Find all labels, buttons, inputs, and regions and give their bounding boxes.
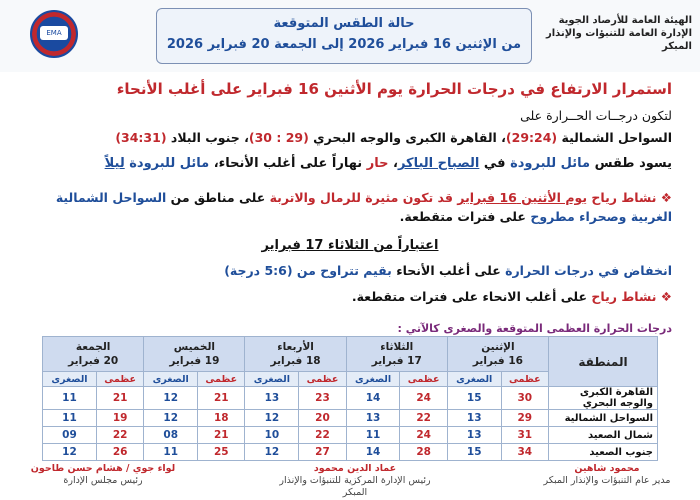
weather-morning: الصباح الباكر xyxy=(397,156,480,171)
coast-label: السواحل الشمالية xyxy=(561,130,672,145)
min-cell: 11 xyxy=(144,444,198,461)
cairo-label: ، القاهرة الكبرى والوجه البحري xyxy=(313,130,506,145)
day-date: 19 فبراير xyxy=(169,355,220,367)
cairo-value: (29 : 30) xyxy=(248,130,309,145)
date-range: من الإثنين 16 فبراير 2026 إلى الجمعة 20 فبراير 2026 xyxy=(166,37,522,52)
diamond-bullet-icon: ❖ xyxy=(660,190,672,205)
max-cell: 25 xyxy=(198,444,245,461)
max-cell: 23 xyxy=(299,387,346,410)
wind1-b: يوم الأثنين 16 فبراير xyxy=(457,190,588,205)
weather-text-3: نهاراً على أغلب الأنحاء، xyxy=(213,156,363,171)
decrease-c: بقيم تتراوح من (5:6 درجة) xyxy=(224,263,392,278)
min-header: الصغرى xyxy=(245,372,299,387)
temperature-table xyxy=(42,336,658,461)
weather-cool-2: مائل للبرودة xyxy=(129,156,210,171)
org-line-2: الإدارة العامة للتنبؤات والإنذار المبكر xyxy=(545,28,692,52)
table-row xyxy=(43,427,658,444)
day-name: الخميس xyxy=(173,341,216,353)
org-line-1: الهيئة العامة للأرصاد الجوية xyxy=(558,15,692,26)
day-header xyxy=(245,337,346,372)
signature-name: محمود شاهين xyxy=(574,463,640,474)
min-cell: 14 xyxy=(346,387,400,410)
max-header: عظمى xyxy=(501,372,548,387)
temps-line xyxy=(28,130,672,145)
min-cell: 12 xyxy=(144,387,198,410)
min-header: الصغرى xyxy=(447,372,501,387)
table-row xyxy=(43,444,658,461)
min-header: الصغرى xyxy=(346,372,400,387)
day-date: 16 فبراير xyxy=(472,355,523,367)
south-label: ، جنوب البلاد xyxy=(170,130,249,145)
day-header xyxy=(43,337,144,372)
decrease-line xyxy=(28,263,672,278)
signature-block xyxy=(532,463,682,487)
diamond-bullet-icon: ❖ xyxy=(660,289,672,304)
min-cell: 11 xyxy=(346,427,400,444)
region-header: المنطقة xyxy=(549,337,658,387)
weather-text-2: في xyxy=(483,156,506,171)
weather-text-1: يسود طقس xyxy=(594,156,672,171)
max-header: عظمى xyxy=(96,372,143,387)
day-date: 20 فبراير xyxy=(68,355,119,367)
day-name: الأربعاء xyxy=(277,341,314,353)
wind-notice-2 xyxy=(28,289,672,304)
weather-night: ليلاً xyxy=(104,156,125,171)
max-header: عظمى xyxy=(400,372,447,387)
table-title: درجات الحرارة العظمى المتوقعة والصغرى كالآتي : xyxy=(397,322,672,335)
max-cell: 24 xyxy=(400,427,447,444)
temps-intro: لتكون درجــات الحــرارة على xyxy=(520,108,672,123)
region-cell: القاهرة الكبرى والوجه البحري xyxy=(549,387,658,410)
min-cell: 11 xyxy=(43,387,97,410)
min-header: الصغرى xyxy=(43,372,97,387)
min-cell: 13 xyxy=(447,427,501,444)
table-row xyxy=(43,387,658,410)
signature-name: عماد الدين محمود xyxy=(313,463,397,474)
day-date: 18 فبراير xyxy=(270,355,321,367)
signature-name: لواء جوي / هشام حسن طاحون xyxy=(30,463,176,474)
day-header xyxy=(144,337,245,372)
max-cell: 27 xyxy=(299,444,346,461)
day-header xyxy=(447,337,548,372)
wind1-a: نشاط رياح xyxy=(591,190,657,205)
max-cell: 22 xyxy=(400,410,447,427)
day-date: 17 فبراير xyxy=(371,355,422,367)
min-cell: 12 xyxy=(144,410,198,427)
min-cell: 08 xyxy=(144,427,198,444)
signature-role: مدير عام التنبؤات والإنذار المبكر xyxy=(543,475,671,486)
min-cell: 12 xyxy=(245,444,299,461)
min-cell: 10 xyxy=(245,427,299,444)
min-cell: 15 xyxy=(447,444,501,461)
signature-role: رئيس مجلس الإدارة xyxy=(63,475,143,486)
max-header: عظمى xyxy=(299,372,346,387)
coast-value: (29:24) xyxy=(505,130,558,145)
max-cell: 21 xyxy=(198,387,245,410)
max-cell: 22 xyxy=(96,427,143,444)
wind1-c: قد تكون مثيرة للرمال والاتربة xyxy=(269,190,453,205)
max-cell: 21 xyxy=(198,427,245,444)
min-cell: 13 xyxy=(447,410,501,427)
south-value: (34:31) xyxy=(115,130,167,145)
min-cell: 13 xyxy=(346,410,400,427)
meteorology-logo-icon: EMA xyxy=(30,10,78,58)
from-tuesday: اعتباراً من الثلاثاء 17 فبراير xyxy=(261,238,439,253)
region-cell: السواحل الشمالية xyxy=(549,410,658,427)
weather-cool-1: مائل للبرودة xyxy=(510,156,591,171)
min-cell: 11 xyxy=(43,410,97,427)
min-cell: 09 xyxy=(43,427,97,444)
wind1-d: على مناطق من xyxy=(170,190,266,205)
min-cell: 13 xyxy=(245,387,299,410)
min-cell: 15 xyxy=(447,387,501,410)
wind-notice-1 xyxy=(28,188,672,226)
day-name: الثلاثاء xyxy=(380,341,414,353)
max-cell: 21 xyxy=(96,387,143,410)
signature-role: رئيس الإدارة المركزية للتنبؤات والإنذار المبكر xyxy=(279,475,431,498)
min-cell: 12 xyxy=(245,410,299,427)
max-header: عظمى xyxy=(198,372,245,387)
table-row xyxy=(43,410,658,427)
region-cell: شمال الصعيد xyxy=(549,427,658,444)
weather-comma: ، xyxy=(392,156,398,171)
bulletin-title: حالة الطقس المتوقعة xyxy=(273,16,415,31)
max-cell: 31 xyxy=(501,427,548,444)
signature-block xyxy=(28,463,178,487)
wind1-e: السواحل الشمالية الغربية xyxy=(55,190,672,224)
min-cell: 12 xyxy=(43,444,97,461)
max-cell: 22 xyxy=(299,427,346,444)
max-cell: 26 xyxy=(96,444,143,461)
max-cell: 34 xyxy=(501,444,548,461)
header-band xyxy=(0,0,700,72)
day-name: الجمعة xyxy=(75,341,111,353)
signature-block xyxy=(270,463,440,499)
wind2-a: نشاط رياح xyxy=(591,289,657,304)
weather-hot: حار xyxy=(366,156,389,171)
decrease-b: على أغلب الأنحاء xyxy=(396,263,501,278)
day-name: الإثنين xyxy=(481,341,515,353)
min-header: الصغرى xyxy=(144,372,198,387)
max-cell: 28 xyxy=(400,444,447,461)
organization-name xyxy=(522,14,692,53)
max-cell: 24 xyxy=(400,387,447,410)
wind2-b: على أغلب الانحاء على فترات متقطعة. xyxy=(351,289,588,304)
region-cell: جنوب الصعيد xyxy=(549,444,658,461)
day-header xyxy=(346,337,447,372)
wind1-g: على فترات متقطعة. xyxy=(399,209,526,224)
decrease-a: انخفاض في درجات الحرارة xyxy=(505,263,672,278)
max-cell: 29 xyxy=(501,410,548,427)
max-cell: 30 xyxy=(501,387,548,410)
weather-line xyxy=(28,156,672,171)
max-cell: 19 xyxy=(96,410,143,427)
max-cell: 18 xyxy=(198,410,245,427)
wind1-f: وصحراء مطروح xyxy=(530,209,627,224)
max-cell: 20 xyxy=(299,410,346,427)
min-cell: 14 xyxy=(346,444,400,461)
bulletin-headline: استمرار الارتفاع في درجات الحرارة يوم الأثنين 16 فبراير على أغلب الأنحاء xyxy=(116,80,672,98)
title-box xyxy=(156,8,532,64)
